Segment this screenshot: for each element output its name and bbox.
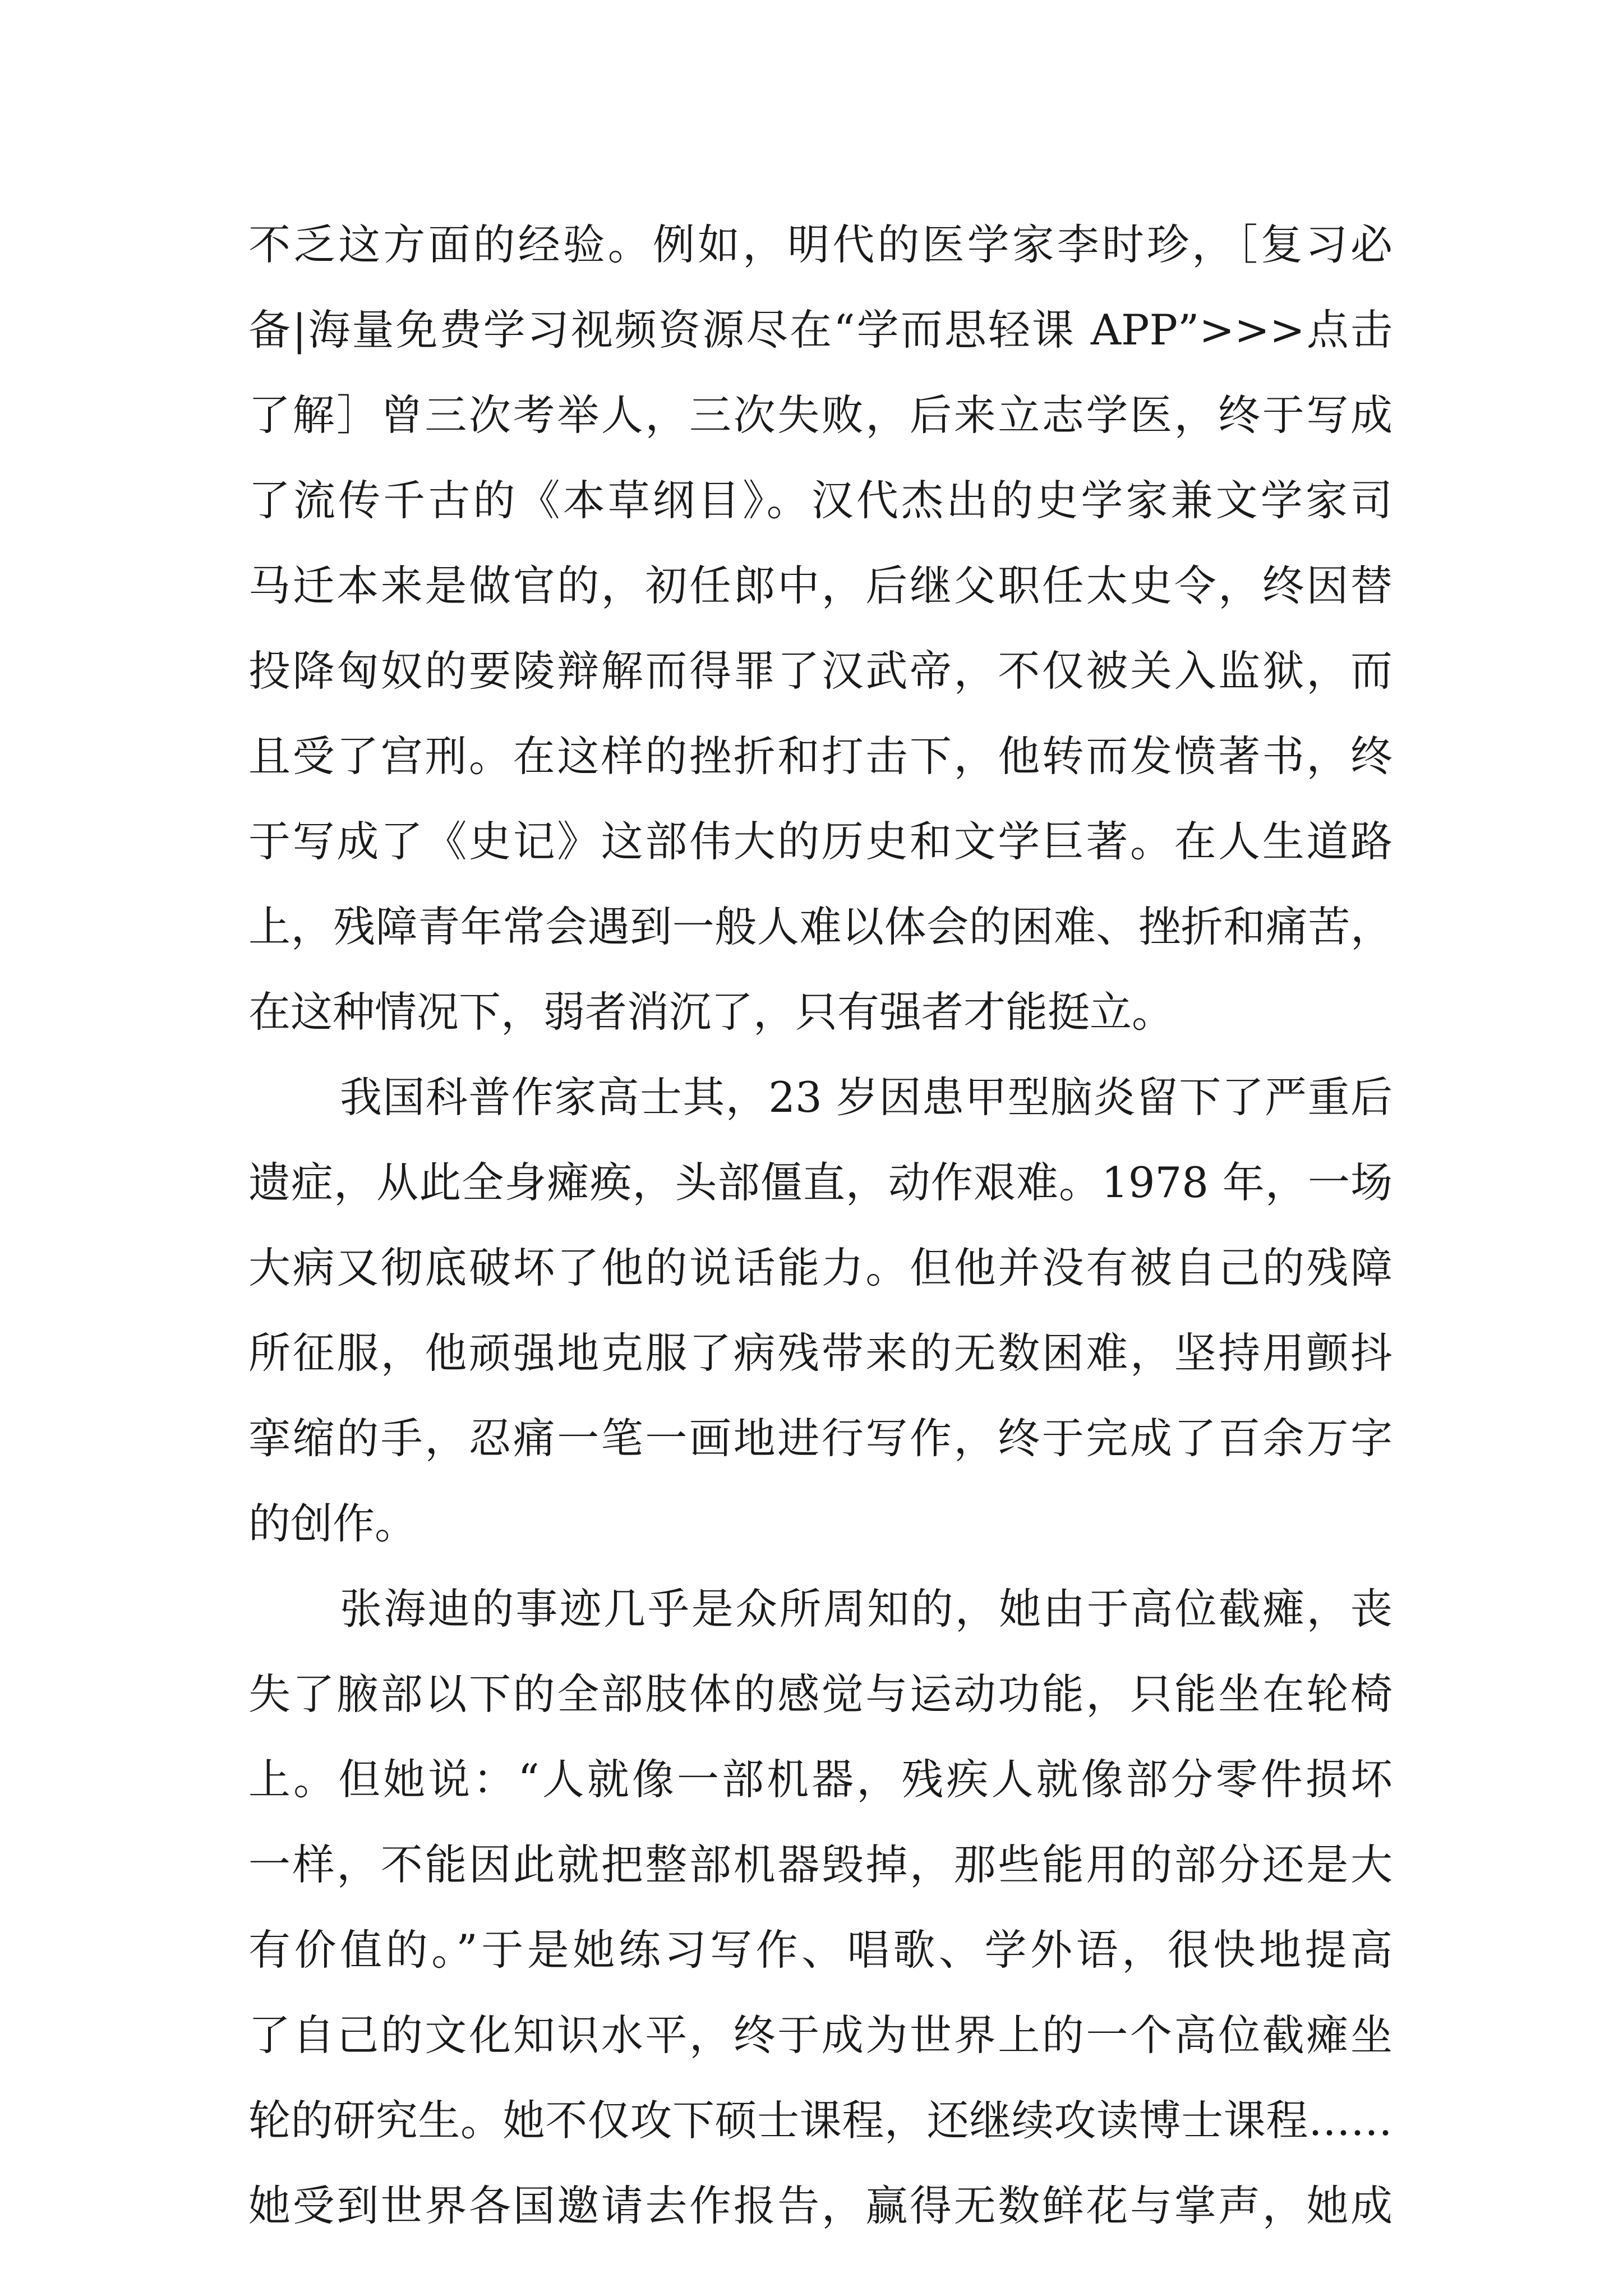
text-line: 且受了宫刑。在这样的挫折和打击下，他转而发愤著书，终 — [248, 731, 1393, 781]
text-line: 轮的研究生。她不仅攻下硕士课程，还继续攻读博士课程…… — [248, 2096, 1393, 2145]
text-line: 在这种情况下，弱者消沉了，只有强者才能挺立。 — [248, 987, 1174, 1037]
text-line: 遗症，从此全身瘫痪，头部僵直，动作艰难。1978 年，一场 — [248, 1158, 1393, 1207]
text-line: 挛缩的手，忍痛一笔一画地进行写作，终于完成了百余万字 — [248, 1414, 1393, 1463]
text-line: 张海迪的事迹几乎是众所周知的，她由于高位截瘫，丧 — [340, 1584, 1393, 1634]
text-line: 不乏这方面的经验。例如，明代的医学家李时珍，［复习必 — [248, 220, 1393, 269]
text-line: 了流传千古的《本草纲目》。汉代杰出的史学家兼文学家司 — [248, 476, 1393, 525]
text-line: 上，残障青年常会遇到一般人难以体会的困难、挫折和痛苦， — [248, 902, 1393, 951]
text-line: 失了腋部以下的全部肢体的感觉与运动功能，只能坐在轮椅 — [248, 1669, 1393, 1719]
text-line: 上。但她说：“人就像一部机器，残疾人就像部分零件损坏 — [248, 1755, 1393, 1804]
text-line: 我国科普作家高士其，23 岁因患甲型脑炎留下了严重后 — [340, 1073, 1393, 1122]
text-line: 投降匈奴的要陵辩解而得罪了汉武帝，不仅被关入监狱，而 — [248, 646, 1393, 696]
text-line: 了解］曾三次考举人，三次失败，后来立志学医，终于写成 — [248, 390, 1393, 440]
text-line: 备|海量免费学习视频资源尽在“学而思轻课 APP”>>>点击 — [248, 305, 1393, 355]
text-line: 所征服，他顽强地克服了病残带来的无数困难，坚持用颤抖 — [248, 1328, 1393, 1378]
text-line: 马迁本来是做官的，初任郎中，后继父职任太史令，终因替 — [248, 561, 1393, 610]
text-line: 有价值的。”于是她练习写作、唱歌、学外语，很快地提高 — [248, 1925, 1393, 1975]
text-line: 的创作。 — [248, 1499, 417, 1548]
text-line: 于写成了《史记》这部伟大的历史和文学巨著。在人生道路 — [248, 817, 1393, 866]
document-body — [248, 202, 1393, 2248]
text-line: 她受到世界各国邀请去作报告，赢得无数鲜花与掌声，她成 — [248, 2181, 1393, 2230]
text-line: 大病又彻底破坏了他的说话能力。但他并没有被自己的残障 — [248, 1243, 1393, 1292]
text-line: 了自己的文化知识水平，终于成为世界上的一个高位截瘫坐 — [248, 2010, 1393, 2060]
text-line: 一样，不能因此就把整部机器毁掉，那些能用的部分还是大 — [248, 1840, 1393, 1889]
